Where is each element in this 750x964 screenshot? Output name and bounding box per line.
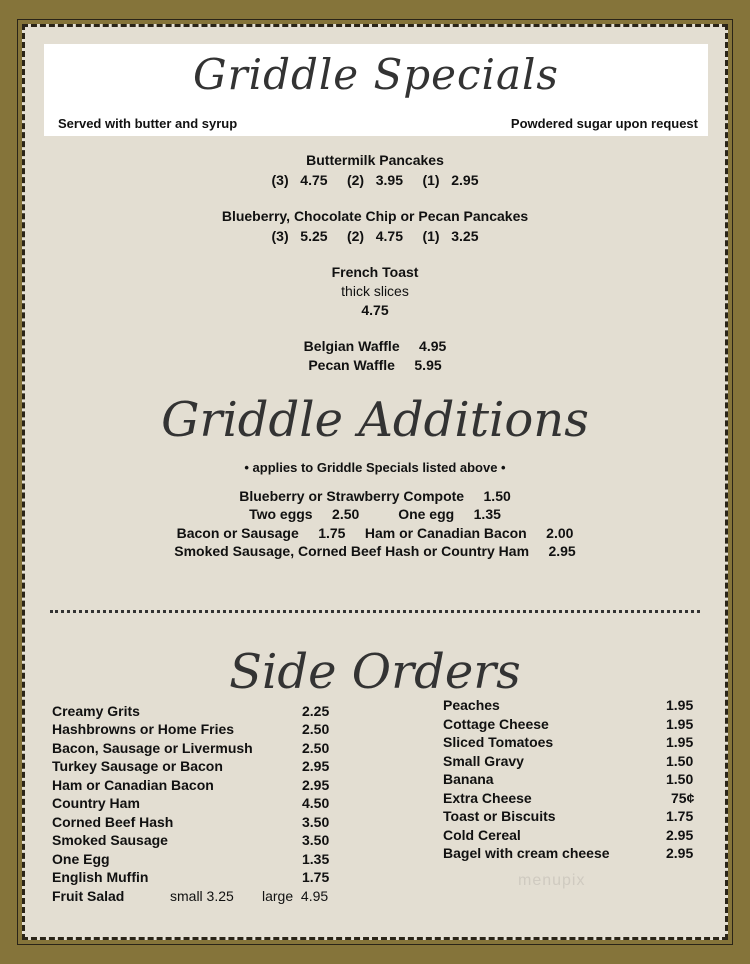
- fruit-salad-small: small 3.25: [170, 888, 234, 904]
- fruit-salad-large: large 4.95: [262, 888, 329, 904]
- side-item-price: 75¢: [671, 790, 695, 806]
- header-right-note: Powdered sugar upon request: [510, 116, 698, 131]
- additions-title: Griddle Additions: [161, 392, 589, 448]
- side-item-price: 1.50: [666, 753, 694, 769]
- side-item-name: Smoked Sausage: [52, 832, 168, 848]
- french-toast-name: French Toast: [331, 264, 419, 280]
- blueberry-prices: (3) 5.25 (2) 4.75 (1) 3.25: [271, 228, 479, 244]
- side-item-price: 2.25: [302, 703, 330, 719]
- side-item-name: Small Gravy: [443, 753, 524, 769]
- pecan-waffle: Pecan Waffle 5.95: [308, 357, 442, 373]
- side-item-price: 1.95: [666, 697, 694, 713]
- side-item-name: Bagel with cream cheese: [443, 845, 610, 861]
- side-item-price: 2.50: [302, 740, 330, 756]
- section-divider: [50, 610, 700, 613]
- header-left-note: Served with butter and syrup: [58, 116, 238, 131]
- side-item-price: 4.50: [302, 795, 330, 811]
- french-toast-price: 4.75: [361, 302, 389, 318]
- side-item-price: 2.50: [302, 721, 330, 737]
- side-item-name: Ham or Canadian Bacon: [52, 777, 214, 793]
- additions-note: • applies to Griddle Specials listed above •: [244, 460, 506, 475]
- side-orders-title: Side Orders: [229, 644, 521, 700]
- side-item-price: 1.75: [666, 808, 694, 824]
- header-box: [44, 44, 708, 136]
- additions-line-eggs: Two eggs 2.50 One egg 1.35: [249, 506, 501, 522]
- side-item-price: 2.95: [302, 777, 330, 793]
- watermark: menupix: [518, 872, 586, 889]
- fruit-salad-name: Fruit Salad: [52, 888, 125, 904]
- side-item-price: 1.75: [302, 869, 330, 885]
- side-item-name: Extra Cheese: [443, 790, 532, 806]
- side-item-price: 1.50: [666, 771, 694, 787]
- side-item-name: Turkey Sausage or Bacon: [52, 758, 223, 774]
- side-item-name: Bacon, Sausage or Livermush: [52, 740, 253, 756]
- side-item-price: 1.35: [302, 851, 330, 867]
- additions-line-compote: Blueberry or Strawberry Compote 1.50: [239, 488, 511, 504]
- belgian-waffle: Belgian Waffle 4.95: [303, 338, 447, 354]
- additions-line-bacon: Bacon or Sausage 1.75 Ham or Canadian Bacon 2.00: [176, 525, 574, 541]
- buttermilk-name: Buttermilk Pancakes: [306, 152, 444, 168]
- side-item-name: Corned Beef Hash: [52, 814, 174, 830]
- side-item-name: Country Ham: [52, 795, 140, 811]
- side-item-price: 1.95: [666, 716, 694, 732]
- buttermilk-prices: (3) 4.75 (2) 3.95 (1) 2.95: [271, 172, 479, 188]
- side-item-price: 3.50: [302, 832, 330, 848]
- side-item-price: 3.50: [302, 814, 330, 830]
- side-item-price: 2.95: [666, 827, 694, 843]
- side-item-name: Cottage Cheese: [443, 716, 549, 732]
- side-item-name: Creamy Grits: [52, 703, 140, 719]
- blueberry-name: Blueberry, Chocolate Chip or Pecan Pancakes: [221, 208, 529, 224]
- additions-line-sausage: Smoked Sausage, Corned Beef Hash or Country Ham 2.95: [174, 543, 576, 559]
- side-item-name: Hashbrowns or Home Fries: [52, 721, 235, 737]
- side-item-price: 2.95: [666, 845, 694, 861]
- page-title: Griddle Specials: [193, 50, 559, 99]
- side-item-name: Cold Cereal: [443, 827, 521, 843]
- side-item-name: Toast or Biscuits: [443, 808, 556, 824]
- side-item-name: Sliced Tomatoes: [443, 734, 554, 750]
- side-item-price: 1.95: [666, 734, 694, 750]
- side-item-name: One Egg: [52, 851, 110, 867]
- side-item-name: Peaches: [443, 697, 500, 713]
- side-item-name: Banana: [443, 771, 494, 787]
- side-item-name: English Muffin: [52, 869, 149, 885]
- french-toast-desc: thick slices: [341, 283, 409, 299]
- side-item-price: 2.95: [302, 758, 330, 774]
